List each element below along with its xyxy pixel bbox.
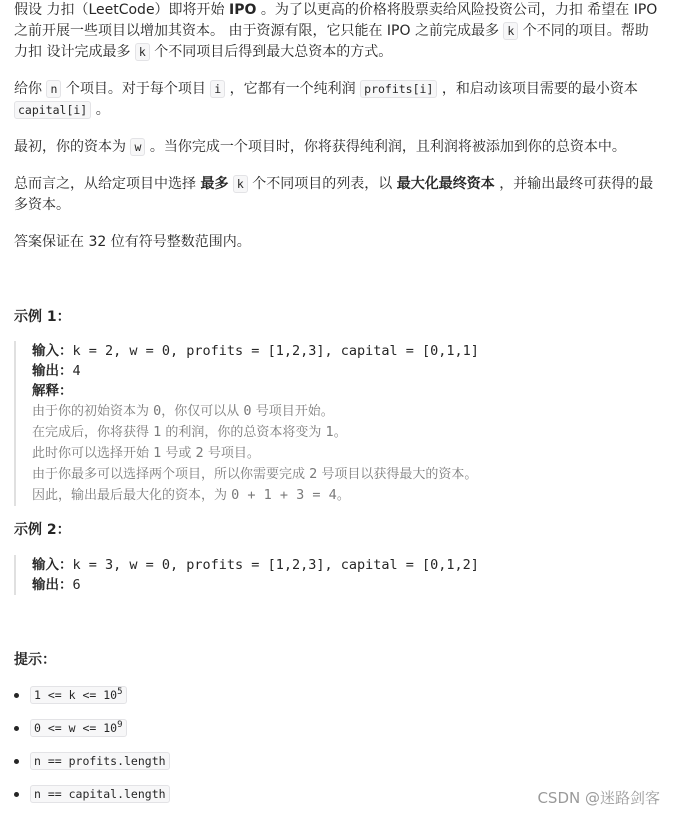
explain-label: 解释： [32,383,73,399]
output-label: 输出： [32,577,73,593]
inline-code-capital: capital[i] [14,101,91,119]
constraint-code [30,719,127,737]
constraint-code [30,686,127,704]
example-1-input [32,341,672,361]
example-2-title: 示例 2： [14,522,71,538]
text: 个不同项目后得到最大总资本的方式。 [149,44,393,60]
text: 1 [153,424,162,440]
text: 总而言之，从给定项目中选择 [14,176,201,192]
inline-code-k: k [233,175,248,193]
text: ，并输出最终可获得的最多资本。 [14,176,654,213]
text: 假设 力扣（LeetCode）即将开始 [14,2,230,18]
inline-code-profits: profits[i] [360,80,437,98]
output-value: 4 [72,363,81,379]
text: ，它都有一个纯利润 [225,81,361,97]
ipo-bold: IPO [229,2,257,18]
explain-line [32,443,672,464]
text: 。 [336,488,350,503]
output-label: 输出： [32,363,73,379]
inline-code-n: n [46,80,61,98]
text: 号项目。 [203,446,260,461]
example-1-explain [32,381,672,401]
constraint-item [14,685,170,718]
text: 由于你的初始资本为 [32,404,154,419]
constraints-list [14,685,170,817]
input-value: k = 3, w = 0, profits = [1,2,3], capital = [0,1,2] [72,557,479,573]
inline-code-k: k [135,43,150,61]
intro-paragraph-1 [14,0,664,63]
text: 。 [333,425,347,440]
text: 个不同的项目。帮助 力扣 设计完成最多 [14,23,649,60]
text: 号项目以获得最大的资本。 [317,467,478,482]
text: 1 [325,424,334,440]
explain-line [32,485,672,506]
constraint-item [14,718,170,751]
watermark: CSDN @迷路剑客 [537,789,660,807]
text: 。为了以更高的价格将股票卖给风险投资公司，力扣 希望在 IPO 之前开展一些项目以增加其资本。 由于资源有限，它只能在 IPO 之前完成最多 [14,2,658,39]
text: 2 [309,466,318,482]
input-value: k = 2, w = 0, profits = [1,2,3], capital = [0,1,1] [72,343,479,359]
text: 。 [91,102,110,118]
text: 0 [243,403,252,419]
text: 1 <= k <= 10 [34,688,118,702]
text: 号或 [161,446,196,461]
constraint-code: n == capital.length [30,785,170,803]
example-1-output [32,361,672,381]
text: 。当你完成一个项目时，你将获得纯利润，且利润将被添加到你的总资本中。 [145,139,626,155]
text: 2 [195,445,204,461]
exponent: 5 [117,687,123,698]
text: 1 [153,445,162,461]
text: ，你仅可以从 [161,404,244,419]
example-2-output [32,575,672,595]
inline-code-w: w [130,138,145,156]
explain-line [32,464,672,485]
intro-paragraph-3 [14,137,626,158]
text: 在完成后，你将获得 [32,425,154,440]
text: 0 <= w <= 10 [34,721,118,735]
intro-paragraph-4 [14,174,664,216]
bold-most: 最多 [200,176,229,192]
input-label: 输入： [32,343,73,359]
text: 0 + 1 + 3 = 4 [231,487,337,503]
text: 号项目开始。 [251,404,334,419]
text: ，和启动该项目需要的最小资本 [437,81,638,97]
explain-line [32,422,672,443]
example-2-input [32,555,672,575]
text: 因此，输出最后最大化的资本，为 [32,488,232,503]
exponent: 9 [117,720,123,731]
example-1-title: 示例 1： [14,309,71,325]
intro-paragraph-2 [14,79,664,121]
bold-max-final-capital: 最大化最终资本 [396,176,495,192]
example-2-block [14,555,672,595]
input-label: 输入： [32,557,73,573]
example-1-block [14,341,672,506]
text: 由于你最多可以选择两个项目，所以你需要完成 [32,467,310,482]
text: 给你 [14,81,47,97]
text: 个不同项目的列表，以 [247,176,397,192]
inline-code-i: i [210,80,225,98]
constraint-code: n == profits.length [30,752,170,770]
text: 0 [153,403,162,419]
constraint-item [14,751,170,784]
constraint-item [14,784,170,817]
output-value: 6 [72,577,81,593]
intro-paragraph-5: 答案保证在 32 位有符号整数范围内。 [14,234,251,250]
explain-line [32,401,672,422]
text: 此时你可以选择开始 [32,446,154,461]
text: 个项目。对于每个项目 [61,81,211,97]
text: 的利润，你的总资本将变为 [161,425,326,440]
text: 最初，你的资本为 [14,139,131,155]
inline-code-k: k [503,22,518,40]
tips-title: 提示： [14,652,56,668]
